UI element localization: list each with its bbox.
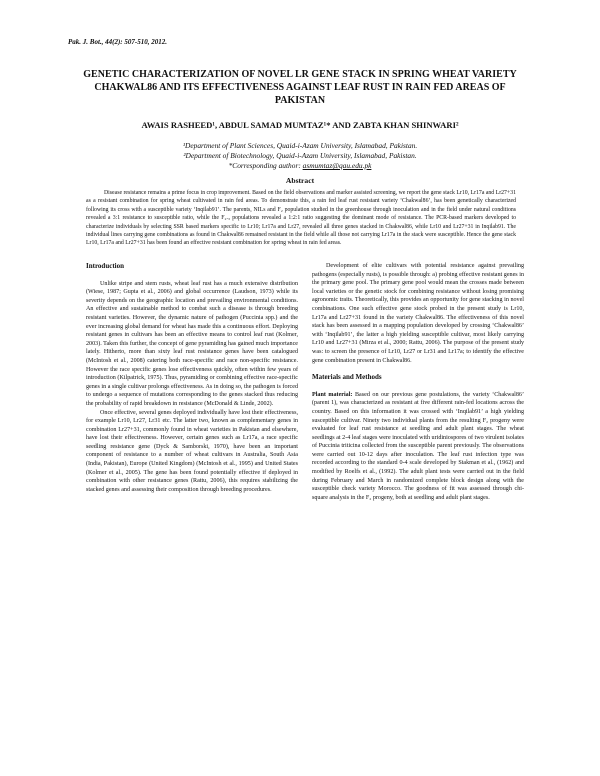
paper-title: GENETIC CHARACTERIZATION OF NOVEL LR GENE STACK IN SPRING WHEAT VARIETY CHAKWAL86 AND ITS EFFECTIVENESS AGAINST LEAF RUST IN RAIN FED AREAS OF PAKISTAN — [83, 69, 517, 106]
affiliation-2: ²Department of Biotechnology, Quaid-i-Azam University, Islamabad, Pakistan. — [183, 151, 417, 160]
introduction-heading: Introduction — [86, 262, 124, 270]
corresponding-label: *Corresponding author: — [228, 161, 303, 170]
abstract-text: Disease resistance remains a prime focus in crop improvement. Based on the field observations and marker assisted screening, we report the gene stack Lr10, Lr17a and Lr27+31 as a resistant combination for spring wheat cultivated in rain fed areas. To demonstrate this, a rain fed leaf rust resistant variety ‘Chakwal86’, has been genetically characterized following its cross with a susceptible variety ‘Inqilab91’. The parents, NILs and F₂ population studied in the greenhouse through inoculation and in the field under natural conditions revealed a 3:1 resistance to susceptible ratio, while the F₂.₃ populations revealed a 1:2:1 ratio suggesting the dominant mode of resistance. The PCR-based markers developed to characterize individuals by selecting SSR based markers specific to Lr10; Lr17a and Lr27, revealed all three genes stacked in Chakwal86, while Lr10 and Lr27+31 in Inqilab91. The individual lines carrying gene combinations as found in Chakwal86 remained resistant in the field while all those not carrying Lr17a in the stack were susceptible. Hence the gene stack Lr10, Lr17a and Lr27+31 has been found an effective resistant combination for spring wheat in rain fed areas. — [86, 190, 516, 247]
plant-material-text: Based on our previous gene postulations, the variety ‘Chakwal86’ (parent 1), was characterized as resistant at five different rain-fed locations across the country. Based on this information it was crossed with ‘Inqilab91’ a high yielding susceptible cultivar. Ninety two individual plants from the resulting F₂ progeny were evaluated for leaf rust resistance at seedling and adult plant stages. The wheat seedlings at 2-4 leaf stages were inoculated with uridiniospores of two virulent isolates of Puccinia triticina collected from the susceptible parent previously. The observations were carried out 10-12 days after inoculation. The leaf rust infection type was recorded according to the standard 0-4 scale developed by Stakman et al., (1962) and modified by Roelfs et al., (1992). The adult plant tests were carried out in the field during February and March in randomized complete block design along with the susceptible check variety Morocco. The goodness of fit was assessed through chi-square analysis in the F₂ progeny, both at seedling and adult plant stages. — [312, 391, 524, 501]
email-link[interactable]: asmumtaz@qau.edu.pk — [302, 161, 372, 170]
affiliation-1: ¹Department of Plant Sciences, Quaid-i-Azam University, Islamabad, Pakistan. — [182, 141, 418, 150]
author-list: AWAIS RASHEED¹, ABDUL SAMAD MUMTAZ¹* AND ZABTA KHAN SHINWARI² — [141, 120, 459, 130]
plant-material-run-head: Plant material: — [312, 391, 355, 398]
methods-heading: Materials and Methods — [312, 373, 382, 382]
methods-paragraph-1 — [312, 391, 524, 503]
intro-paragraph-1: Unlike stripe and stem rusts, wheat leaf rust has a much extensive distribution (Wiese, 1987; Gupta et al., 2006) and global occurrence (Laudson, 1973) while its severity depends on the geographic location and prevailing environmental conditions. An effective and sustainable method to combat such a disease is through breeding resistant varieties. However, the dynamic nature of pathogen (Puccinia spp.) and the ever increasing global demand for wheat has made this a continuous effort. Deploying resistant genes in cultivars has been an effective means to control leaf rust (Kolmer, 2003). Taken this further, the concept of gene pyramiding has gained much importance lately. Hitherto, more than sixty leaf rust resistance genes have been catalogued (McIntosh et al., 2008) catering both race-specific and race non-specific resistance. However the race specific genes lose effectiveness quickly, often within few years of introduction (Kilpatrick, 1975). Thus, pyramiding or combining effective race-specific genes in a single cultivar prolongs effectiveness. As in doing so, the pathogen is forced to undergo a sequence of mutations corresponding to the genes stacked thus reducing the probability of rapid breakdown in resistance (McDonald & Linde, 2002). — [86, 280, 298, 407]
intro-paragraph-3: Development of elite cultivars with potential resistance against prevailing pathogens (especially rusts), is possible through: a) probing effective resistant genes in the primary gene pool. The primary gene pool would mean the crosses made between local varieties or the genetic stock for combining resistance without losing promising agronomic traits. Theoretically, this provides an opportunity for gene stacking in novel combinations. One such effective gene stock probed in the present study is Lr10, Lr17a and Lr27+31 found in the variety Chakwal86. The effectiveness of this novel stack has been assessed in a mapping population developed by crossing ‘Chakwal86’ with ‘Inqilab91’, the latter a high yielding susceptible cultivar, most likely carrying Lr10 and Lr27+31 (Mirza et al., 2000; Rattu, 2006). The purpose of the present study was: to screen the presence of Lr10, Lr27 or Lr31 and Lr17a; to identify the effective gene combination present in Chakwal86. — [312, 263, 524, 364]
left-column — [86, 262, 298, 494]
corresponding-author — [90, 161, 510, 170]
journal-citation: Pak. J. Bot., 44(2): 507-510, 2012. — [68, 38, 167, 46]
intro-paragraph-2: Once effective, several genes deployed individually have lost their effectiveness, for example Lr10, Lr27, Lr31 etc. The latter two, known as complementary genes in combination Lr27+31, commonly found in wheat varieties in Pakistan and elsewhere, have lost their effectiveness. However, certain genes such as Lr17a, a race specific seedling resistance gene (Dyck & Samborski, 1970), have been an important component of resistance to a number of wheat cultivars in Australia, South Asia (India, Pakistan), Europe (United Kingdom) (McIntosh et al., 1995) and United States (Kolmer et al., 2005). The gene has been found potentially effective if deployed in combination with other resistance genes (Rattu, 2006), this requires stabilizing the stacked genes and assessing their composition through breeding procedures. — [86, 409, 298, 493]
abstract-heading: Abstract — [285, 176, 315, 185]
right-column — [312, 262, 524, 502]
